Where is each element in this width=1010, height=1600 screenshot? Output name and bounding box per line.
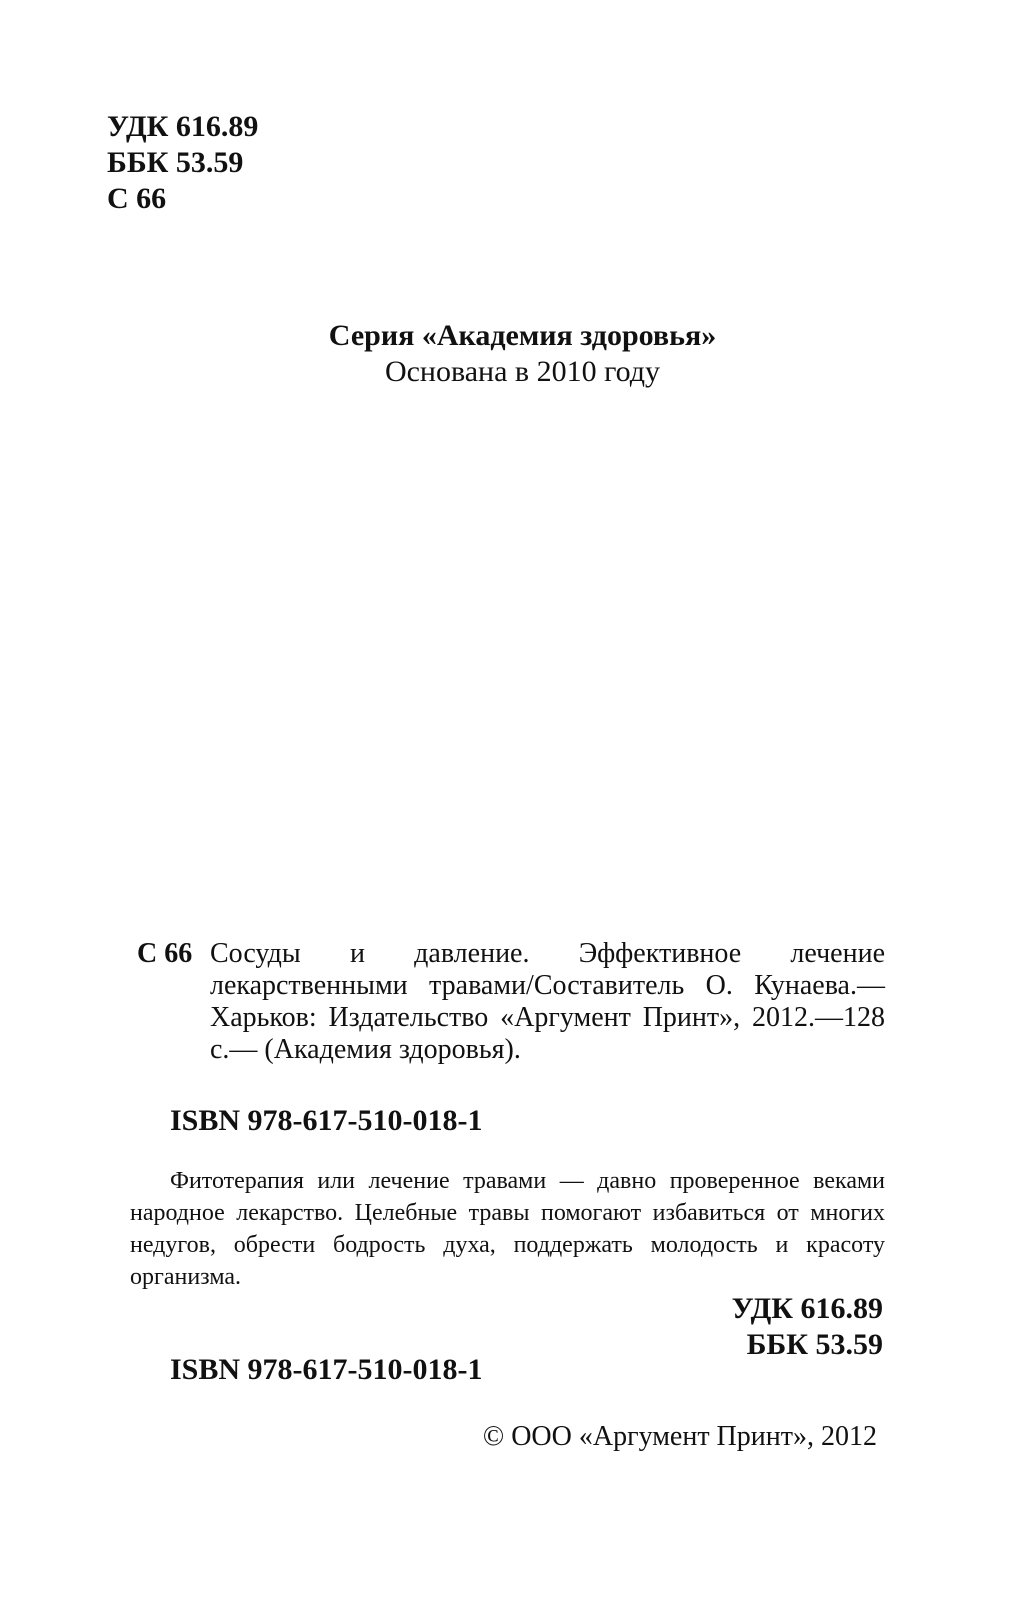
series-title: Серия «Академия здоровья»	[328, 319, 717, 352]
isbn-top: ISBN 978-617-510-018-1	[170, 1104, 483, 1137]
entry-code: С 66	[137, 938, 193, 969]
footer-codes	[732, 1291, 883, 1363]
bbk-code: ББК 53.59	[107, 146, 244, 179]
footer-udk: УДК 616.89	[731, 1292, 883, 1325]
author-mark: С 66	[107, 182, 167, 215]
annotation: Фитотерапия или лечение травами — давно проверенное веками народное лекарство. Целебные травы помогают избавиться от многих недугов, обрести бодрость духа, поддержать молодость и красоту организма.	[130, 1168, 885, 1290]
series-founded: Основана в 2010 году	[384, 355, 661, 388]
classification-header	[107, 109, 258, 217]
copyright-notice: © ООО «Аргумент Принт», 2012	[482, 1421, 877, 1452]
udk-code: УДК 616.89	[107, 110, 259, 143]
isbn-bottom: ISBN 978-617-510-018-1	[170, 1353, 483, 1386]
footer-bbk: ББК 53.59	[746, 1328, 883, 1361]
series-block	[0, 318, 1010, 390]
entry-text: Сосуды и давление. Эффективное лечение лекарственными травами/Составитель О. Кунаева.— Харьков: Издательство «Аргумент Принт», 2012.—128 с.— (Академия здоровья).	[210, 938, 885, 1065]
bibliographic-entry	[137, 938, 885, 1066]
